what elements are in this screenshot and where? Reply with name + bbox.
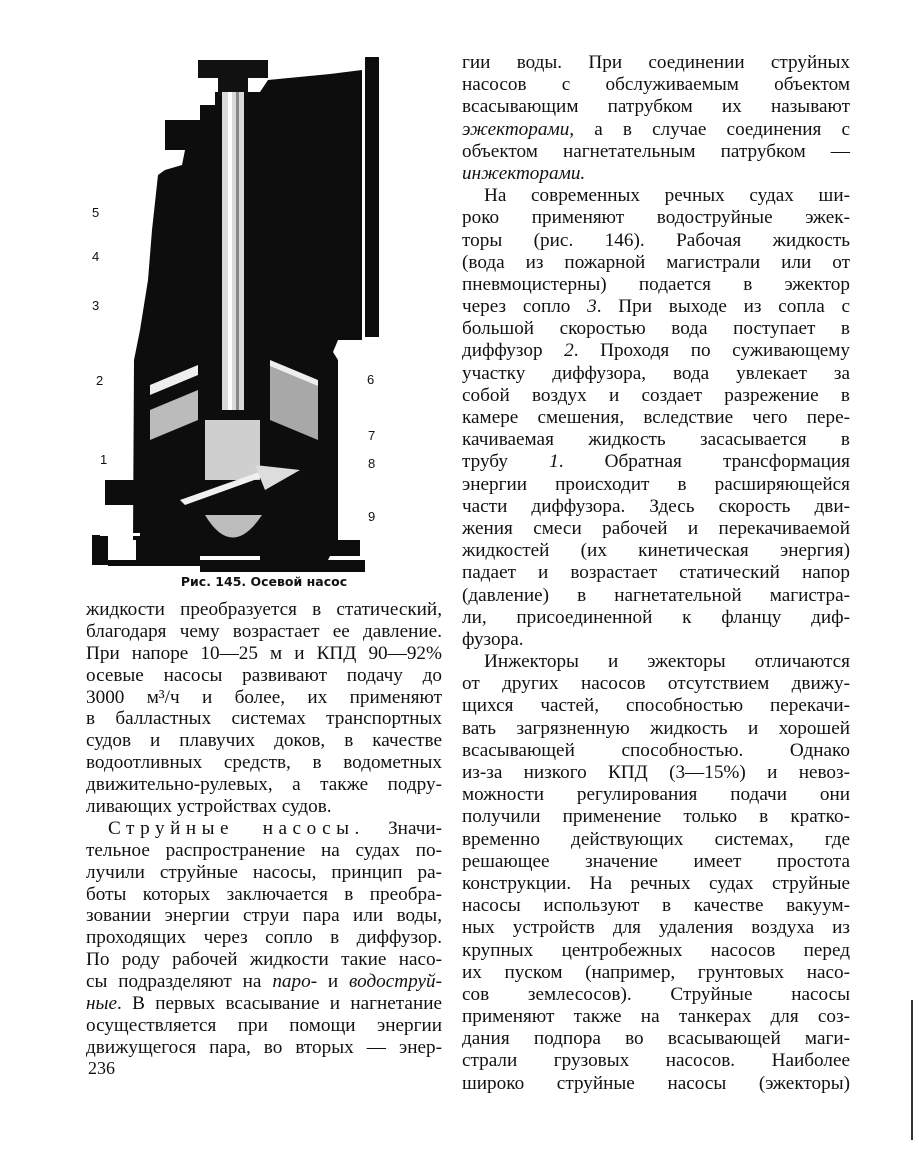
text-segment: . Обратная трансформация (558, 451, 850, 473)
text-line (86, 1037, 442, 1059)
text-line (462, 296, 850, 318)
text-line (462, 274, 850, 296)
text-segment: диффузор (462, 340, 565, 362)
text-segment: . При выходе из сопла с (596, 296, 851, 318)
text-segment: большой скоростью вода поступает в (462, 318, 850, 340)
text-segment: применяют также на танкерах для соз- (462, 1006, 850, 1028)
text-line (86, 905, 442, 927)
text-line (462, 540, 850, 562)
text-line (462, 52, 850, 74)
text-line (86, 665, 442, 687)
italic-text: эжекторами, (462, 118, 575, 140)
text-segment: вать загрязненную жидкость и хорошей (462, 717, 850, 739)
text-segment: широко струйные насосы (эжекторы) (462, 1072, 850, 1094)
text-line (462, 762, 850, 784)
text-line (86, 599, 442, 621)
text-line (462, 673, 850, 695)
text-line (462, 1028, 850, 1050)
figure-label-8: 8 (368, 456, 376, 471)
text-line (462, 718, 850, 740)
text-line (462, 917, 850, 939)
text-line (462, 496, 850, 518)
text-segment: осевые насосы развивают подачу до (86, 664, 442, 686)
text-line (462, 185, 850, 207)
text-segment: из-за низкого КПД (3—15%) и невоз- (462, 762, 850, 783)
text-segment: камере смешения, вследствие чего пере- (462, 407, 850, 428)
text-segment: пневмоцистерны) подается в эжектор (462, 273, 850, 295)
text-segment: всасывающим патрубком их называют (462, 96, 850, 118)
text-segment: осуществляется при помощи энергии (86, 1014, 442, 1036)
text-segment: от других насосов отсутствием движу- (462, 673, 850, 695)
text-segment: ли, присоединенной к фланцу диф- (462, 606, 850, 628)
text-segment: объектом нагнетательным патрубком — (462, 140, 850, 162)
text-segment: трубу (462, 451, 550, 473)
text-line (86, 1015, 442, 1037)
text-segment: движущегося пара, во вторых — энер- (86, 1036, 442, 1058)
text-line (462, 318, 850, 340)
text-segment: (давление) в нагнетательной магистра- (462, 584, 850, 606)
italic-text: 3 (587, 296, 597, 318)
text-line (462, 74, 850, 96)
text-segment: торы (рис. 146). Рабочая жидкость (462, 229, 850, 251)
text-segment: получили применение только в кратко- (462, 806, 850, 828)
figure-label-3: 3 (92, 298, 100, 313)
text-line (86, 862, 442, 884)
text-line (462, 207, 850, 229)
text-segment: сов землесосов). Струйные насосы (462, 983, 850, 1005)
figure-label-9: 9 (368, 509, 376, 524)
text-segment: жения смеси рабочей и перекачиваемой (462, 517, 850, 539)
text-segment: водоотливных средств, в водометных (86, 752, 442, 774)
text-segment: части диффузора. Здесь скорость дви- (462, 495, 850, 517)
left-text-column (86, 599, 442, 1059)
text-line (462, 451, 850, 473)
text-segment: . Проходя по суживающему (573, 340, 850, 362)
text-line (86, 796, 442, 818)
text-line (462, 407, 850, 429)
text-segment: боты которых заключается в преобра- (86, 883, 442, 905)
text-segment: падает и возрастает статический напор (462, 562, 850, 584)
figure-label-1: 1 (100, 452, 108, 467)
text-line (462, 96, 850, 118)
right-text-column (462, 52, 850, 1095)
text-line (462, 873, 850, 895)
spaced-heading-text: Струйные насосы. (108, 817, 365, 839)
text-segment: жидкостей (их кинетическая энергия) (462, 540, 850, 562)
figure-label-2: 2 (96, 373, 104, 388)
text-segment: жидкости преобразуется в статический, (86, 599, 442, 620)
text-line (86, 643, 442, 665)
text-line (86, 708, 442, 730)
text-segment: качиваемая жидкость засасывается в (462, 429, 850, 451)
text-segment: участку диффузора, вода увлекает за (462, 362, 850, 384)
text-line (462, 474, 850, 496)
text-segment: дания подпора во всасывающей маги- (462, 1028, 850, 1050)
text-line (462, 607, 850, 629)
text-line (462, 562, 850, 584)
text-line (462, 1073, 850, 1095)
italic-text: ные (86, 993, 118, 1015)
text-line (86, 818, 442, 840)
italic-text: 2 (564, 340, 574, 362)
page-edge-line (911, 1000, 913, 1140)
text-segment: насосов с обслуживаемым объектом (462, 74, 850, 96)
text-line (462, 695, 850, 717)
text-segment: . В первых всасывание и нагнетание (117, 993, 442, 1015)
text-segment: На современных речных судах ши- (484, 185, 850, 207)
text-line (86, 884, 442, 906)
text-segment: их пуском (например, грунтовых насо- (462, 961, 850, 983)
text-line (462, 1006, 850, 1028)
text-line (86, 971, 442, 993)
text-segment: Инжекторы и эжекторы отличаются (484, 651, 850, 673)
text-line (462, 1050, 850, 1072)
text-segment: крупных центробежных насосов перед (462, 939, 850, 961)
text-segment: движительно-рулевых, а также подру- (86, 774, 442, 796)
text-segment: фузора. (462, 628, 524, 650)
italic-text: паро- (272, 971, 318, 993)
text-segment: 3000 м³/ч и более, их применяют (86, 686, 442, 708)
text-segment: Значи- (364, 817, 442, 839)
text-segment: гии воды. При соединении струйных (462, 52, 850, 73)
figure-label-5: 5 (92, 205, 100, 220)
text-line (462, 119, 850, 141)
text-line (86, 687, 442, 709)
text-segment: а в случае соединения с (574, 118, 850, 140)
text-segment: энергии происходит в расширяющейся (462, 473, 850, 495)
text-segment: тельное распространение на судах по- (86, 839, 442, 861)
text-line (86, 774, 442, 796)
text-segment: решающее значение имеет простота (462, 850, 850, 872)
text-line (86, 949, 442, 971)
text-line (462, 385, 850, 407)
figure-caption: Рис. 145. Осевой насос (180, 574, 348, 589)
text-line (86, 927, 442, 949)
text-line (462, 806, 850, 828)
text-segment: судов и плавучих доков, в качестве (86, 730, 442, 752)
text-line (462, 141, 850, 163)
text-line (462, 784, 850, 806)
text-segment: собой воздух и создает разрежение в (462, 384, 850, 406)
text-line (462, 585, 850, 607)
text-line (462, 740, 850, 762)
text-segment: роко применяют водоструйные эжек- (462, 207, 850, 229)
italic-text: водоструй- (349, 971, 442, 993)
text-segment: всасывающей способностью. Однако (462, 739, 850, 761)
text-line (462, 340, 850, 362)
text-segment: благодаря чему возрастает ее давление. (86, 620, 442, 642)
text-line (86, 993, 442, 1015)
text-line (462, 429, 850, 451)
text-segment: По роду рабочей жидкости такие насо- (86, 949, 442, 971)
figure-label-7: 7 (368, 428, 376, 443)
text-line (86, 621, 442, 643)
axial-pump-drawing (88, 52, 408, 572)
text-segment: зовании энергии струи пара или воды, (86, 905, 442, 927)
text-line (462, 984, 850, 1006)
text-line (462, 629, 850, 651)
axial-pump-figure (88, 52, 408, 572)
text-line (462, 895, 850, 917)
figure-label-6: 6 (367, 372, 375, 387)
text-line (462, 252, 850, 274)
italic-text: 1 (549, 451, 559, 473)
italic-text: инжекторами. (462, 162, 586, 184)
text-line (462, 962, 850, 984)
text-segment: лучили струйные насосы, принцип ра- (86, 861, 442, 883)
text-segment: конструкции. На речных судах струйные (462, 872, 850, 894)
text-segment: в балластных системах транспортных (86, 708, 442, 730)
text-segment: ных устройств для удаления воздуха из (462, 917, 850, 939)
text-line (86, 840, 442, 862)
text-segment: насосы используют в качестве вакуум- (462, 895, 850, 917)
text-segment: При напоре 10—25 м и КПД 90—92% (86, 642, 442, 664)
text-segment: можности регулирования подачи они (462, 784, 850, 806)
text-line (462, 163, 850, 185)
figure-label-4: 4 (92, 249, 100, 264)
page-number: 236 (88, 1058, 115, 1078)
text-line (462, 829, 850, 851)
text-line (462, 518, 850, 540)
text-segment: (вода из пожарной магистрали или от (462, 251, 850, 273)
pump-shaft (222, 92, 244, 410)
text-segment: через сопло (462, 296, 588, 318)
text-segment: и (317, 971, 350, 993)
text-segment: ливающих устройствах судов. (86, 796, 332, 818)
text-line (462, 363, 850, 385)
text-line (462, 230, 850, 252)
text-line (86, 730, 442, 752)
text-line (462, 851, 850, 873)
text-segment: щихся частей, способностью перекачи- (462, 695, 850, 717)
text-line (86, 752, 442, 774)
text-segment: проходящих через сопло в диффузор. (86, 927, 442, 949)
text-segment: сы подразделяют на (86, 971, 273, 993)
text-segment: страли грузовых насосов. Наиболее (462, 1050, 850, 1072)
text-line (462, 651, 850, 673)
text-segment: временно действующих системах, где (462, 828, 850, 850)
text-line (462, 940, 850, 962)
